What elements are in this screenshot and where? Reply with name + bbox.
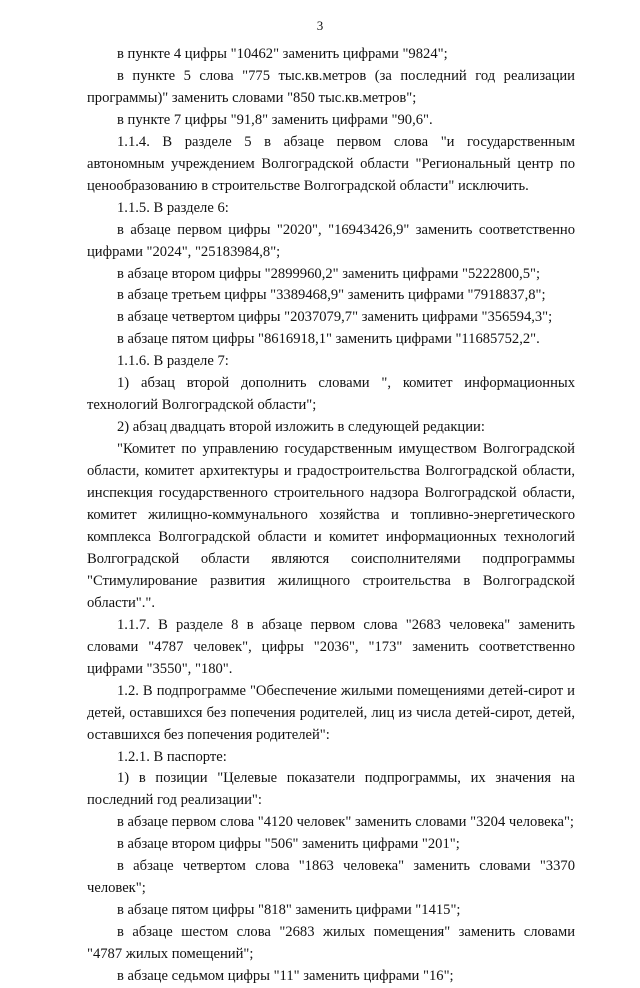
paragraph-3: в пункте 7 цифры "91,8" заменить цифрами "90,6". — [117, 111, 433, 128]
paragraph-1: в пункте 4 цифры "10462" заменить цифрами "9824"; — [117, 46, 448, 62]
paragraph-15: 1.1.7. В разделе 8 в абзаце первом слова "2683 человека" заменить словами "4787 человек", цифры "2036", "173" заменить соответственно цифрами "3550", "180". — [87, 616, 575, 677]
paragraph-18: 1) в позиции "Целевые показатели подпрограммы, их значения на последний год реализации": — [87, 770, 575, 809]
paragraph-22: в абзаце пятом цифры "818" заменить цифрами "1415"; — [117, 902, 461, 919]
paragraph-14: "Комитет по управлению государственным имуществом Волгоградской области, комитет архитектуры и градостроительства Волгоградской области, инспекция государственного строительного надзора Волгоградской области, комитет жилищно-коммунального хозяйства и топливно-энергетического комплекса Волгоградской области и комитет информационных технологий Волгоградской области являются соисполнителями подпрограммы "Стимулирование развития жилищного строительства в Волгоградской области".". — [87, 441, 575, 611]
paragraph-23: в абзаце шестом слова "2683 жилых помещения" заменить словами "4787 жилых помещений"; — [87, 924, 575, 963]
paragraph-10: в абзаце пятом цифры "8616918,1" заменить цифрами "11685752,2". — [117, 331, 540, 348]
paragraph-11: 1.1.6. В разделе 7: — [117, 353, 229, 370]
paragraph-20: в абзаце втором цифры "506" заменить цифрами "201"; — [117, 836, 460, 853]
paragraph-5: 1.1.5. В разделе 6: — [117, 199, 229, 216]
paragraph-24: в абзаце седьмом цифры "11" заменить цифрами "16"; — [117, 968, 454, 985]
paragraph-16: 1.2. В подпрограмме "Обеспечение жилыми помещениями детей-сирот и детей, оставшихся без попечения родителей, лиц из числа детей-сирот, детей, оставшихся без попечения родителей": — [87, 682, 575, 743]
paragraph-13: 2) абзац двадцать второй изложить в следующей редакции: — [117, 419, 485, 436]
paragraph-21: в абзаце четвертом слова "1863 человека" заменить словами "3370 человек"; — [87, 858, 575, 897]
paragraph-2: в пункте 5 слова "775 тыс.кв.метров (за последний год реализации программы)" заменить словами "850 тыс.кв.метров"; — [87, 67, 575, 106]
document-body — [87, 44, 575, 988]
paragraph-4: 1.1.4. В разделе 5 в абзаце первом слова "и государственным автономным учреждением Волгоградской области "Региональный центр по ценообразованию в строительстве Волгоградской области" исключить. — [87, 133, 575, 194]
paragraph-19: в абзаце первом слова "4120 человек" заменить словами "3204 человека"; — [117, 814, 574, 831]
paragraph-12: 1) абзац второй дополнить словами ", комитет информационных технологий Волгоградской области"; — [87, 375, 575, 414]
paragraph-8: в абзаце третьем цифры "3389468,9" заменить цифрами "7918837,8"; — [117, 287, 546, 304]
paragraph-7: в абзаце втором цифры "2899960,2" заменить цифрами "5222800,5"; — [117, 265, 541, 282]
paragraph-9: в абзаце четвертом цифры "2037079,7" заменить цифрами "356594,3"; — [117, 309, 553, 326]
page-number: 3 — [316, 18, 324, 33]
paragraph-6: в абзаце первом цифры "2020", "16943426,9" заменить соответственно цифрами "2024", "25183984,8"; — [87, 221, 575, 260]
paragraph-17: 1.2.1. В паспорте: — [117, 748, 227, 765]
